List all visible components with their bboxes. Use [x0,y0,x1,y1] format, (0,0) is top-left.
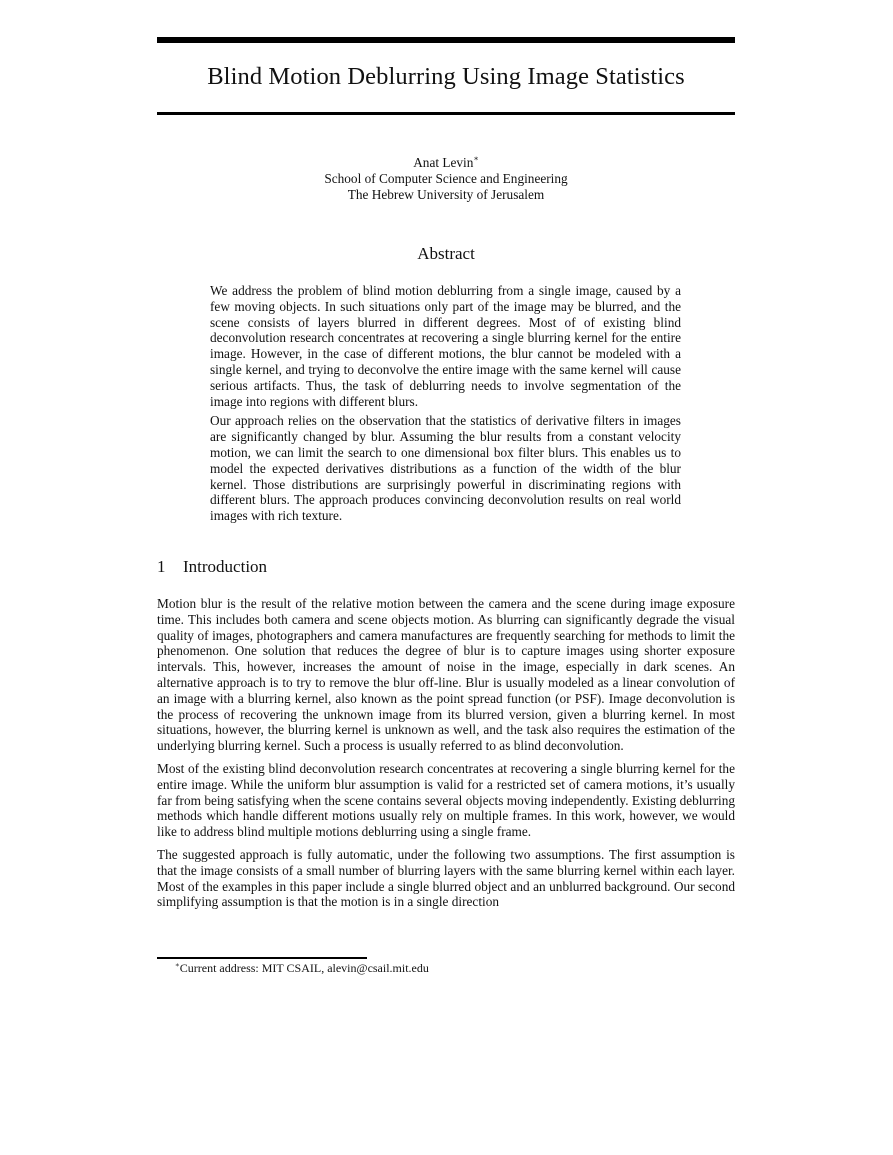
introduction-body [157,596,735,917]
section-number: 1 [157,557,166,576]
abstract-heading: Abstract [417,244,475,263]
author-affiliation-2: The Hebrew University of Jerusalem [347,187,545,202]
body-paragraph: The suggested approach is fully automatic, under the following two assumptions. The first assumption is that the image consists of a small number of blurring layers with the same blurring kernel within each layer. Most of the examples in this paper include a single blurred object and an unblurred background. Our second simplifying assumption is that the motion is in a single direction [157,846,735,910]
abstract-paragraph: Our approach relies on the observation that the statistics of derivative filters in images are significantly changed by blur. Assuming the blur results from a constant velocity motion, we can limit the search to one dimensional box filter blurs. This enables us to model the expected derivatives distributions as a function of the width of the blur kernel. Those distributions are surprisingly powerful in discriminating regions with different blurs. The approach produces convincing deconvolution results on real world images with rich texture. [210,413,681,524]
author-name-line [157,155,735,171]
footnote-rule [157,957,367,959]
footnote-mark: ∗ [175,961,180,969]
footnote-text: Current address: MIT CSAIL, alevin@csail.mit.edu [179,961,429,975]
title-bottom-rule [157,112,735,115]
footnote [175,961,735,975]
author-block [157,155,735,203]
body-paragraph: Most of the existing blind deconvolution research concentrates at recovering a single blurring kernel for the entire image. While the uniform blur assumption is valid for a restricted set of camera motions, it’s usually far from being satisfying when the scene contains several objects moving independently. Existing deblurring methods which handle different motions usually rely on multiple frames. In this work, however, we would like to address blind multiple motions deblurring using a single frame. [157,760,735,840]
abstract-paragraph: We address the problem of blind motion deblurring from a single image, caused by a few moving objects. In such situations only part of the image may be blurred, and the scene consists of layers blurred in different degrees. Most of of existing blind deconvolution research concentrates at recovering a single blurring kernel for the entire image. However, in the case of different motions, the blur cannot be modeled with a single kernel, and trying to deconvolve the entire image with the same kernel will cause serious artifacts. Thus, the task of deblurring needs to involve segmentation of the image into regions with different blurs. [210,283,681,409]
title-top-rule [157,37,735,43]
section-heading-introduction [157,556,735,578]
abstract-body [210,283,681,528]
author-name: Anat Levin [413,155,474,170]
author-affiliation-1: School of Computer Science and Engineering [324,171,568,186]
section-title: Introduction [183,557,268,576]
paper-title: Blind Motion Deblurring Using Image Statistics [207,63,685,90]
body-paragraph: Motion blur is the result of the relative motion between the camera and the scene during image exposure time. This includes both camera and scene objects motion. As blurring can significantly degrade the visual quality of images, photographers and camera manufactures are frequently searching for methods to limit the phenomenon. One solution that reduces the degree of blur is to capture images using shorter exposure intervals. This, however, increases the amount of noise in the image, especially in dark scenes. An alternative approach is to try to remove the blur off-line. Blur is usually modeled as a linear convolution of an image with a blurring kernel, also known as the point spread function (or PSF). Image deconvolution is the process of recovering the unknown image from its blurred version, given a blurring kernel. In most situations, however, the blurring kernel is unknown as well, and the task also requires the estimation of the underlying blurring kernel. Such a process is usually referred to as blind deconvolution. [157,596,735,754]
author-footnote-mark: ∗ [473,154,479,163]
